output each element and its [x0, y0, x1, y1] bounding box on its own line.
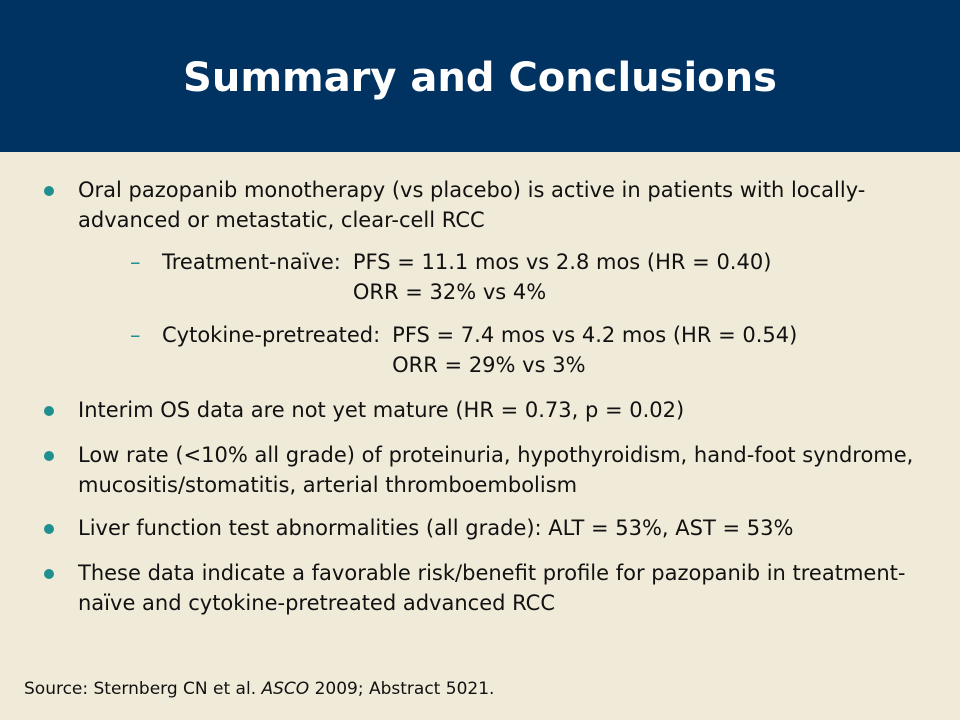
sub-item-cytokine-pretreated — [130, 320, 930, 380]
orr-value: ORR = 32% vs 4% — [352, 280, 547, 304]
sub-item-label: Treatment-naïve: — [162, 250, 341, 274]
bullet-dot-icon — [44, 451, 54, 461]
source-citation — [24, 677, 494, 701]
bullet-text: Interim OS data are not yet mature (HR = 0.73, p = 0.02) — [78, 398, 685, 422]
source-suffix: 2009; Abstract 5021. — [309, 679, 495, 699]
dash-icon: – — [130, 250, 141, 274]
sub-item-values — [392, 320, 797, 380]
slide-title: Summary and Conclusions — [183, 55, 777, 101]
title-bar — [0, 0, 960, 152]
sub-item-treatment-naive — [130, 247, 930, 307]
dash-icon: – — [130, 323, 141, 347]
bullet-item — [44, 395, 924, 425]
bullet-item — [44, 558, 924, 618]
orr-value: ORR = 29% vs 3% — [392, 353, 586, 377]
bullet-item — [44, 440, 924, 500]
bullet-dot-icon — [44, 186, 54, 196]
sub-item-label: Cytokine-pretreated: — [162, 323, 381, 347]
bullet-dot-icon — [44, 406, 54, 416]
bullet-text: Low rate (<10% all grade) of proteinuria, hypothyroidism, hand-foot syndrome, mucositis/stomatitis, arterial thromboembolism — [78, 443, 914, 497]
bullet-text: These data indicate a favorable risk/benefit profile for pazopanib in treatment-naïve and cytokine-pretreated advanced RCC — [78, 561, 906, 615]
pfs-value: PFS = 7.4 mos vs 4.2 mos (HR = 0.54) — [392, 323, 798, 347]
pfs-value: PFS = 11.1 mos vs 2.8 mos (HR = 0.40) — [352, 250, 772, 274]
bullet-item — [44, 175, 924, 235]
bullet-dot-icon — [44, 569, 54, 579]
source-journal: ASCO — [261, 679, 310, 699]
sub-item-values — [353, 247, 772, 307]
bullet-dot-icon — [44, 524, 54, 534]
source-prefix: Source: Sternberg CN et al. — [24, 679, 262, 699]
bullet-text: Oral pazopanib monotherapy (vs placebo) is active in patients with locally-advanced or metastatic, clear-cell RCC — [78, 178, 866, 232]
bullet-text: Liver function test abnormalities (all grade): ALT = 53%, AST = 53% — [78, 516, 794, 540]
bullet-item — [44, 513, 924, 543]
